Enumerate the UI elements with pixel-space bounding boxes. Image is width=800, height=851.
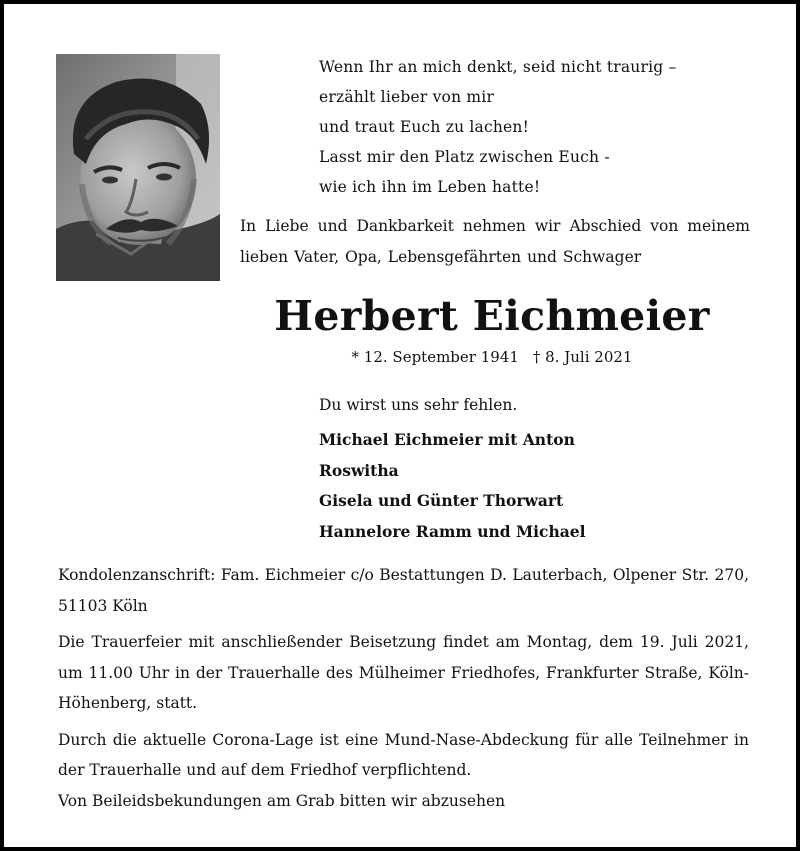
mourner-name: Gisela und Günter Thorwart	[319, 491, 564, 510]
portrait-photo-icon	[56, 54, 220, 281]
condolence-address: Kondolenzanschrift: Fam. Eichmeier c/o Bestattungen D. Lauterbach, Olpener Str. 270, 51103 Köln	[58, 566, 749, 615]
farewell-text: Du wirst uns sehr fehlen.	[319, 396, 518, 414]
poem-line: wie ich ihn im Leben hatte!	[319, 178, 541, 196]
life-dates	[240, 344, 744, 370]
notices	[58, 560, 749, 816]
death-date: † 8. Juli 2021	[532, 348, 633, 366]
birth-date: * 12. September 1941	[351, 348, 519, 366]
poem-line: Wenn Ihr an mich denkt, seid nicht traurig –	[319, 58, 677, 76]
poem-line: und traut Euch zu lachen!	[319, 118, 530, 136]
corona-notice: Durch die aktuelle Corona-Lage ist eine Mund-Nase-Abdeckung für alle Teilnehmer in der Trauerhalle und auf dem Friedhof verpflichtend.	[58, 730, 749, 779]
poem-line: erzählt lieber von mir	[319, 88, 495, 106]
mourner-name: Michael Eichmeier mit Anton	[319, 430, 575, 449]
mourners-list	[319, 425, 586, 547]
mourner-name: Hannelore Ramm und Michael	[319, 521, 586, 541]
poem-line: Lasst mir den Platz zwischen Euch -	[319, 148, 610, 166]
intro-text: In Liebe und Dankbarkeit nehmen wir Abschied von meinem lieben Vater, Opa, Lebensgefährten und Schwager	[240, 217, 750, 266]
mourner-name: Roswitha	[319, 460, 399, 480]
no-condolences-notice: Von Beileidsbekundungen am Grab bitten wir abzusehen	[58, 791, 506, 810]
ceremony-notice: Die Trauerfeier mit anschließender Beisetzung findet am Montag, dem 19. Juli 2021, um 11.00 Uhr in der Trauerhalle des Mülheimer Friedhofes, Frankfurter Straße, Köln-Höhenberg, statt.	[58, 633, 749, 712]
deceased-name: Herbert Eichmeier	[274, 292, 710, 340]
poem	[319, 52, 759, 202]
portrait-photo	[56, 54, 220, 281]
